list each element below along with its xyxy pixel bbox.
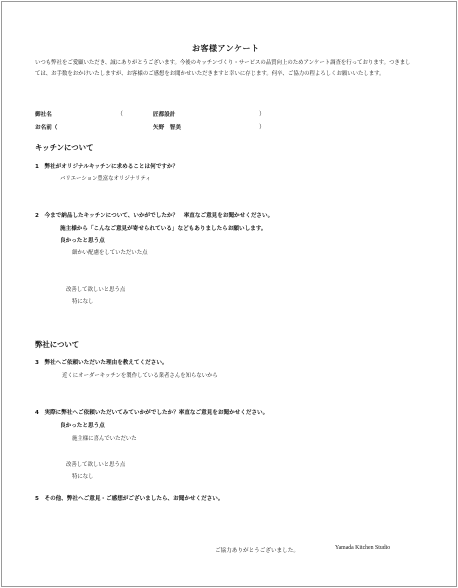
question-4-improve-label: 改善して欲しいと思う点 (66, 462, 126, 468)
company-open-paren: （ (117, 111, 124, 118)
name-close-paren: ） (259, 124, 266, 131)
document-page (1, 1, 457, 587)
intro-paragraph: いつも弊社をご愛顧いただき、誠にありがとうございます。今後のキッチンづくり・サービスの品質向上のためアンケート調査を行っております。つきましては、お手数をおかけいたしますが、お客様のご感想をお聞かせいただきますと幸いに存じます。何卒、ご協力の程よろしくお願いいたします。 (35, 60, 411, 77)
question-2-good-label: 良かったと思う点 (60, 238, 105, 244)
answer-1: バリエーション豊富なオリジナリティ (60, 176, 151, 182)
question-2-improve-answer: 特になし (72, 299, 94, 305)
document-title: お客様アンケート (192, 44, 260, 53)
question-2: 2 今まで納品したキッチンについて、いかがでしたか？ 率直なご意見をお聞かせください。 (35, 213, 274, 219)
question-4-improve-answer: 特になし (72, 474, 94, 480)
company-value: 匠都設計 (153, 112, 176, 118)
question-2-note: 施主様から「こんなご意見が寄せられている」などもありましたらお願いします。 (60, 226, 267, 232)
question-4-good-answer: 施主様に喜んでいただいた (72, 436, 137, 442)
question-1: 1 弊社がオリジナルキッチンに求めることは何ですか？ (35, 164, 179, 170)
company-close-paren: ） (259, 111, 266, 118)
footer-thanks: ご協力ありがとうございました。 (215, 548, 299, 554)
section-kitchen-heading: キッチンについて (35, 143, 94, 152)
company-label: 御社名 (35, 112, 52, 118)
answer-3: 近くにオーダーキッチンを製作している業者さんを知らないから (62, 373, 218, 379)
question-2-improve-label: 改善して欲しいと思う点 (66, 287, 126, 293)
name-value: 矢野 智美 (153, 125, 181, 131)
question-3: 3 弊社へご依頼いただいた理由を教えてください。 (35, 360, 168, 366)
question-2-good-answer: 細かい配慮をしていただいた点 (72, 250, 148, 256)
question-5: 5 その他、弊社へご意見・ご感想がございましたら、お聞かせください。 (35, 496, 224, 502)
section-company-heading: 弊社について (35, 340, 80, 349)
name-label: お名前（ (35, 125, 58, 131)
question-4: 4 実際に弊社へご依頼いただいてみていかがでしたか？率直なご意見をお聞かせください。 (35, 410, 269, 416)
question-4-good-label: 良かったと思う点 (60, 423, 105, 429)
footer-studio: Yamada Kitchen Studio (335, 545, 391, 551)
